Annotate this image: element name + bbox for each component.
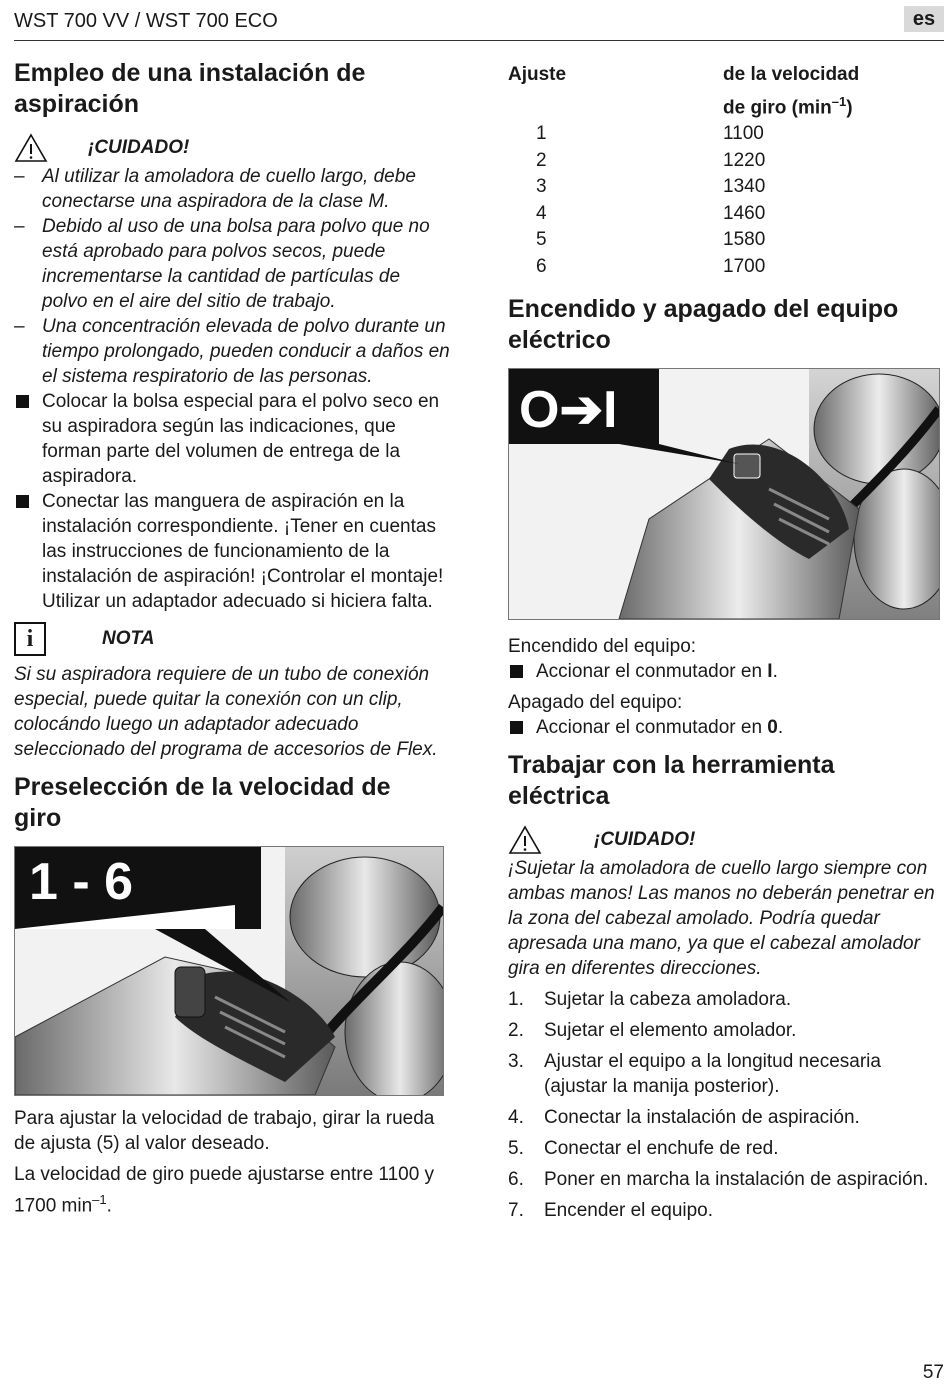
switch-illustration xyxy=(508,368,940,620)
list-number: 6. xyxy=(508,1169,524,1191)
col-setting-header: Ajuste xyxy=(508,64,567,85)
cell-setting: 4 xyxy=(536,202,547,224)
superscript: –1 xyxy=(831,93,847,109)
table-row xyxy=(508,148,859,175)
col-speed-header-1: de la velocidad xyxy=(723,64,860,85)
speed-paragraph-2 xyxy=(14,1162,450,1218)
square-bullet-icon xyxy=(510,665,523,678)
list-text: Conectar el enchufe de red. xyxy=(544,1138,779,1160)
list-item xyxy=(508,1136,944,1161)
list-text: Sujetar el elemento amolador. xyxy=(544,1020,797,1042)
speed-dial-drawing xyxy=(15,847,443,1095)
caution-label: ¡CUIDADO! xyxy=(594,829,696,851)
bullet-text: Accionar el conmutador en xyxy=(536,661,768,683)
table-row xyxy=(508,174,859,201)
cell-speed: 1700 xyxy=(723,255,766,277)
section-title-working: Trabajar con la herramienta eléctrica xyxy=(508,751,835,811)
list-number: 2. xyxy=(508,1020,524,1042)
cell-setting: 1 xyxy=(536,123,547,145)
list-item xyxy=(508,1167,944,1192)
section-title-extraction: Empleo de una instalación de aspiración xyxy=(14,59,366,118)
bullet-item xyxy=(14,389,450,489)
left-column xyxy=(14,58,450,1218)
list-text: Conectar la instalación de aspiración. xyxy=(544,1107,860,1129)
cell-speed: 1220 xyxy=(723,149,766,171)
bullet-item xyxy=(508,659,944,684)
list-text: Encender el equipo. xyxy=(544,1200,714,1222)
caution-item-cont-text: Una concentración elevada de polvo durante un tiempo prolongado, pueden conducir a daños en el sistema respiratorio de las personas. xyxy=(42,316,450,387)
warning-triangle-icon xyxy=(14,133,48,163)
bullet-item xyxy=(508,715,944,740)
cell-setting: 6 xyxy=(536,255,547,277)
list-number: 1. xyxy=(508,989,524,1011)
list-item xyxy=(508,1049,944,1099)
list-number: 7. xyxy=(508,1200,524,1222)
paren: ) xyxy=(846,96,853,118)
list-item xyxy=(508,1105,944,1130)
square-bullet-icon xyxy=(16,395,29,408)
table-row xyxy=(508,227,859,254)
on-label: Encendido del equipo: xyxy=(508,636,697,658)
cell-setting: 5 xyxy=(536,229,547,251)
list-item xyxy=(508,1198,944,1223)
bullet-text: Conectar las manguera de aspiración en la instalación correspondiente. ¡Tener en cuentas las instrucciones de funcionamiento de la instalación de aspiración! ¡Controlar el montaje! Utilizar un adaptador adecuado si hiciera falta. xyxy=(42,491,444,612)
period: . xyxy=(772,661,778,683)
caution-item-cont xyxy=(14,314,450,389)
warning-triangle-icon xyxy=(508,825,542,855)
page-number: 57 xyxy=(922,1362,944,1383)
speed-paragraph-1: Para ajustar la velocidad de trabajo, girar la rueda de ajusta (5) al valor deseado. xyxy=(14,1108,435,1154)
list-item xyxy=(508,987,944,1012)
header-rule xyxy=(14,40,944,41)
list-number: 3. xyxy=(508,1051,524,1073)
col-speed-header-2 xyxy=(723,89,859,122)
cell-setting: 3 xyxy=(536,176,547,198)
caution-text: ¡Sujetar la amoladora de cuello largo siempre con ambas manos! Las manos no deberán penetrar en la zona del cabezal amolado. Podría quedar apresada una mano, ya que el cabezal amolador gira en diferentes direcciones. xyxy=(508,858,935,980)
cell-speed: 1580 xyxy=(723,229,766,251)
speed-table-header xyxy=(508,62,859,89)
bullet-text: Colocar la bolsa especial para el polvo seco en su aspiradora según las indicaciones, que forman parte del volumen de entrega de la aspiradora. xyxy=(42,391,440,487)
square-bullet-icon xyxy=(16,495,29,508)
table-row xyxy=(508,201,859,228)
cell-speed: 1340 xyxy=(723,176,766,198)
bullet-item xyxy=(14,489,450,614)
caution-item: – Al utilizar la amoladora de cuello largo, debe conectarse una aspiradora de la clase M. xyxy=(14,164,450,214)
switch-drawing xyxy=(509,369,939,619)
speed-table-header-2 xyxy=(508,89,859,122)
switch-off-symbol: 0 xyxy=(767,717,778,739)
list-number: 5. xyxy=(508,1138,524,1160)
caution-item: – Debido al uso de una bolsa para polvo que no está aprobado para polvos secos, puede incrementarse la cantidad de partículas de polvo en el aire del sitio de trabajo. xyxy=(14,214,450,314)
language-badge: es xyxy=(904,6,944,32)
off-label: Apagado del equipo: xyxy=(508,692,683,714)
cell-speed: 1100 xyxy=(723,123,764,145)
list-text: Ajustar el equipo a la longitud necesaria (ajustar la manija posterior). xyxy=(544,1051,881,1098)
table-row xyxy=(508,121,859,148)
caution-block xyxy=(14,132,450,164)
switch-symbol-label: O➔I xyxy=(519,381,618,440)
col-speed-header-text: de giro (min xyxy=(723,96,832,118)
speed-range-label: 1 - 6 xyxy=(29,853,134,911)
table-row xyxy=(508,254,859,281)
note-text: Si su aspiradora requiere de un tubo de conexión especial, puede quitar la conexión con un clip, colocándo luego un adaptador adecuado seleccionado del programa de accesorios de Flex. xyxy=(14,664,438,760)
header-title: WST 700 VV / WST 700 ECO xyxy=(14,10,278,32)
list-item xyxy=(508,1018,944,1043)
superscript: –1 xyxy=(92,1192,107,1207)
cell-speed: 1460 xyxy=(723,202,766,224)
section-title-onoff: Encendido y apagado del equipo eléctrico xyxy=(508,295,899,355)
speed-table xyxy=(508,62,859,280)
caution-label: ¡CUIDADO! xyxy=(88,137,190,158)
square-bullet-icon xyxy=(510,721,523,734)
section-title-speed: Preselección de la velocidad de giro xyxy=(14,773,391,832)
caution-block xyxy=(508,824,944,856)
right-column xyxy=(508,62,944,1229)
period: . xyxy=(106,1195,112,1217)
speed-range-text: La velocidad de giro puede ajustarse entre 1100 y 1700 min xyxy=(14,1164,435,1217)
list-text: Poner en marcha la instalación de aspiración. xyxy=(544,1169,929,1191)
note-label: NOTA xyxy=(102,628,155,649)
switch-on-symbol: I xyxy=(767,661,773,683)
cell-setting: 2 xyxy=(536,149,547,171)
info-icon: i xyxy=(14,622,46,656)
bullet-text: Accionar el conmutador en xyxy=(536,717,768,739)
list-number: 4. xyxy=(508,1107,524,1129)
note-block xyxy=(14,620,450,658)
list-text: Sujetar la cabeza amoladora. xyxy=(544,989,792,1011)
speed-dial-illustration xyxy=(14,846,444,1096)
period: . xyxy=(777,717,784,739)
